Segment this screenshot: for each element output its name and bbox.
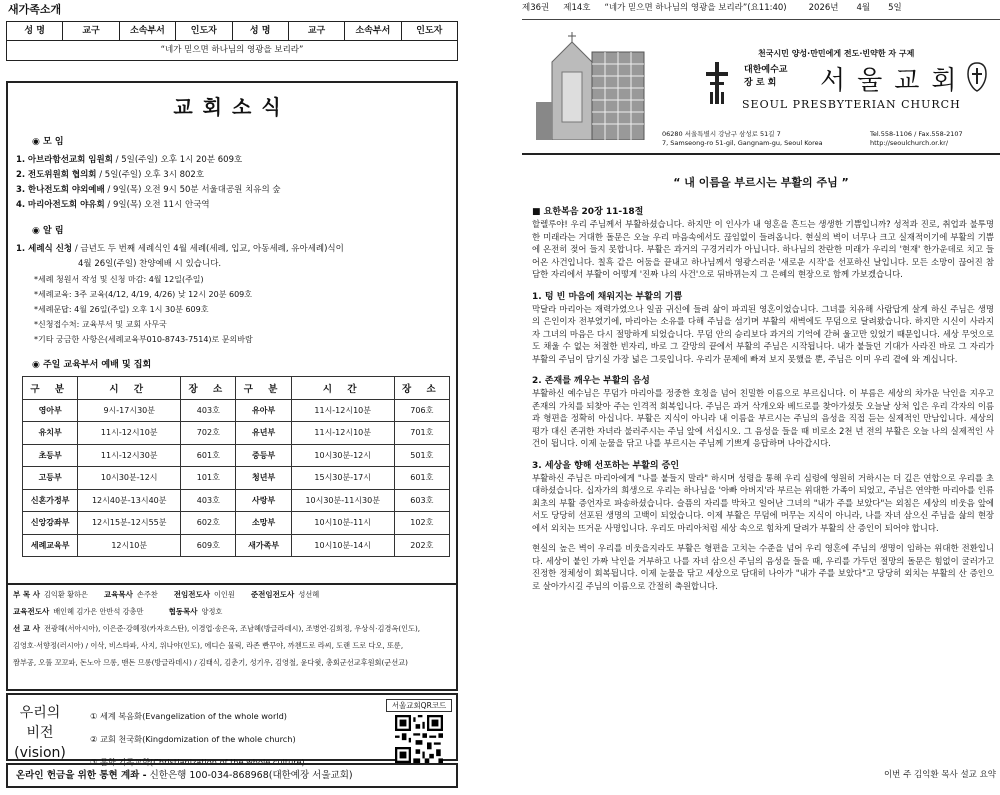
sermon-paragraph: 현실의 높은 벽이 우리를 비웃을지라도 부활은 형편을 고치는 수준을 넘어 우리 영혼에 주님의 생명이 임하는 위대한 전환입니다. 세상이 붙인 가짜 낙인을 거부하고 나를 자녀 삼으신 주님의 음성을 들을 때, 우리를 가두던 절망의 돌문은 힘없이 굴러가고 진정한 정체성이 회복됩니다. 이제 눈물을 닦고 세상으로 담대히 나아가 "내가 주를 보았다"고 당당히 외치는 부활의 산 증인으로 살아가시길 주님의 이름으로 간절히 축원합니다. [532, 543, 994, 591]
dept-cell: 유치부 [23, 422, 78, 445]
time-cell: 10시30분-11시30분 [291, 489, 394, 512]
table-row [23, 467, 450, 490]
dept-cell: 초등부 [23, 444, 78, 467]
sermon-paragraph: 할렐루야! 우리 주님께서 부활하셨습니다. 하지만 이 인사가 내 영혼을 흔드는 생생한 기쁨입니까? 성적과 진로, 취업과 불투명한 미래라는 거대한 돌문은 오늘 우리 마음속에서도 끊임없이 들려옵니다. 현실의 벽이 너무나 크고 실재적이기에 부활의 기쁨에 온전히 젖어 들지 못합니다. 부활은 과거의 구경거리가 아닙니다. 하나님의 찬란한 미래가 우리의 '현재' 한가운데로 치고 들어온 사건입니다. 칠흑 같은 어둠을 끝내고 하나님께서 영광스러운 '새로운 시작'을 선포하신 날입니다. 모든 소망이 끊어진 참담한 자리에서 부활이 어떻게 '진짜 나의 사건'으로 뒤바뀌는지 그 은혜의 현장으로 함께 가보겠습니다. [532, 219, 994, 279]
masthead [522, 19, 1000, 155]
room-cell: 701호 [394, 422, 449, 445]
header-guide: 인도자 [176, 22, 232, 40]
dept-cell: 소망부 [236, 512, 291, 535]
online-offering: 온라인 헌금을 위한 통현 계좌 - 신한은행 100-034-868968(대한예장 서울교회) [6, 763, 458, 788]
right-page [522, 0, 1000, 795]
sermon-title: “ 내 이름을 부르시는 부활의 주님 ” [673, 176, 849, 189]
issue-year: 2026년 [808, 3, 839, 13]
vision-item: ① 세계 복음화(Evangelization of the whole world) [90, 711, 287, 721]
table-header-row [23, 377, 450, 400]
col-header: 장 소 [394, 377, 449, 400]
tagline: 천국시민 양성·만민에게 전도·빈약한 자 구제 [758, 49, 915, 58]
time-cell: 10시30분-12시 [291, 444, 394, 467]
time-cell: 10시30분-12시 [78, 467, 181, 490]
dept-cell: 사랑부 [236, 489, 291, 512]
dept-cell: 새가족부 [236, 534, 291, 557]
notice-note: *신청접수처: 교육부서 및 교회 사무국 [34, 320, 167, 329]
scripture: ■ 요한복음 20장 11-18절 [532, 207, 644, 217]
vision-item: ③ 문화 기독교화(Christianization of the whole culture) [90, 757, 305, 767]
volume: 제36권 [522, 3, 550, 13]
dept-cell: 신앙강좌부 [23, 512, 78, 535]
notice-continued: 4월 26일(주일) 찬양예배 시 있습니다. [78, 259, 222, 269]
room-cell: 702호 [181, 422, 236, 445]
church-name-english: SEOUL PRESBYTERIAN CHURCH [742, 98, 961, 111]
staff-row: 선 교 사 전광해(서아시아), 이은준·강혜정(카자흐스탄), 이경업·송은옥, 조남혜(방글라데시), 조병연·김희정, 우상식·김경옥(인도), [13, 624, 421, 633]
col-header: 장 소 [181, 377, 236, 400]
time-cell: 9시-17시30분 [78, 399, 181, 422]
notice-note: *기타 궁금한 사항은(세례교육부010-8743-7514)로 문의바람 [34, 335, 253, 344]
church-contact: Tel.558-1106 / Fax.558-2107 http://seoulchurch.or.kr/ [870, 130, 963, 147]
sermon-heading: 2. 존재를 깨우는 부활의 음성 [532, 376, 650, 386]
new-family-title: 새가족소개 [8, 3, 62, 16]
new-family-header [7, 22, 457, 41]
time-cell: 11시-12시30분 [78, 444, 181, 467]
staff-box [6, 583, 458, 691]
dept-cell: 유년부 [236, 422, 291, 445]
dept-cell: 고등부 [23, 467, 78, 490]
col-header: 시 간 [78, 377, 181, 400]
room-cell: 603호 [394, 489, 449, 512]
church-seal-icon [966, 62, 988, 92]
time-cell: 11시-12시10분 [291, 422, 394, 445]
header-guide: 인도자 [416, 26, 443, 36]
staff-row: 교육전도사 배인혜 김가은 안반석 강총만 협동목사 양정호 [13, 607, 223, 616]
issue-verse: “네가 믿으면 하나님의 영광을 보리라”(요11:40) [604, 3, 787, 13]
col-header: 시 간 [291, 377, 394, 400]
meeting-heading: ◉ 모 임 [32, 137, 64, 147]
left-page [0, 0, 482, 795]
notice-heading: ◉ 알 림 [32, 226, 64, 236]
school-heading: ◉ 주일 교육부서 예배 및 집회 [32, 360, 152, 370]
header-dept: 소속부서 [120, 22, 176, 40]
meeting-item: 1. 아브라함선교회 임원회 / 5일(주일) 오후 1시 20분 609호 [16, 155, 243, 165]
time-cell: 12시10분 [78, 534, 181, 557]
room-cell: 403호 [181, 399, 236, 422]
notice-note: *세례교육: 3주 교육(4/12, 4/19, 4/26) 낮 12시 20분 609호 [34, 290, 252, 299]
sermon-body [532, 200, 994, 592]
vision-label: 우리의 비전 (vision) [14, 705, 66, 761]
school-schedule-table [22, 376, 450, 557]
room-cell: 102호 [394, 512, 449, 535]
meeting-item: 2. 전도위원회 협의회 / 5일(주일) 오후 3시 802호 [16, 170, 205, 180]
room-cell: 403호 [181, 489, 236, 512]
sermon-heading: 3. 세상을 향해 선포하는 부활의 증인 [532, 460, 680, 471]
col-header: 구 분 [23, 377, 78, 400]
issue-header [522, 1, 1000, 13]
sermon-paragraph: 부활하신 주님은 마리아에게 "나를 붙들지 말라" 하시며 성령을 통해 우리 심령에 영원히 거하시는 더 깊은 연합으로 우리를 초대하셨습니다. 십자가의 희생으로 우리는 하나님을 '아빠 아버지'라 부르는 위대한 가족이 되었고, 주님은 연약한 마리아를 인류 최초의 부활 증언자로 파송하셨습니다. 슬픔의 자리를 박차고 일어난 그녀의 "내가 주를 보았다"는 외침은 세상의 비웃음 앞에서도 당당히 선포된 생명의 고백이 되었습니다. 이제 부활은 무덤에 머무는 지식이 아니라, 나를 자녀 삼으신 주님을 삶의 현장에서 외치는 뜨거운 사명입니다. 우리도 마리아처럼 세상 속으로 힘차게 달려가 부활의 산 증인이 되어야 합니다. [532, 472, 994, 533]
cross-logo-icon [704, 62, 730, 104]
denomination: 대한예수교 장 로 회 [744, 65, 788, 88]
table-row [23, 489, 450, 512]
room-cell: 706호 [394, 399, 449, 422]
church-building-icon [532, 32, 652, 140]
notice-note: *세례 청원서 작성 및 신청 마감: 4월 12일(주일) [34, 275, 204, 284]
website-link[interactable]: http://seoulchurch.or.kr/ [870, 139, 949, 147]
sermon-heading: 1. 텅 빈 마음에 채워지는 부활의 기쁨 [532, 291, 683, 302]
room-cell: 601호 [394, 467, 449, 490]
header-dept: 소속부서 [345, 22, 401, 40]
time-cell: 10시10분-14시 [291, 534, 394, 557]
time-cell: 12시15분-12시55분 [78, 512, 181, 535]
staff-row: 짬부공, 오풀 꼬꼬파, 돈노아 므롱, 맨돈 므롱(방글라데시) / 김태식, 김춘기, 성기우, 김영철, 윤다윗, 총회군선교후원회(군선교) [13, 658, 408, 667]
col-header: 구 분 [236, 377, 291, 400]
motto: “네가 믿으면 하나님의 영광을 보리라” [160, 45, 304, 55]
qr-box [386, 699, 452, 767]
vision-box [6, 693, 458, 767]
table-row [23, 534, 450, 557]
news-title: 교회소식 [173, 95, 291, 119]
header-name: 성 명 [7, 22, 63, 40]
new-family-table [6, 21, 458, 61]
church-name: 서울교회 [820, 66, 969, 96]
sermon-paragraph: 막달라 마리아는 재력가였으나 일곱 귀신에 들려 삶이 파괴된 영혼이었습니다. 그녀를 치유해 사람답게 살게 하신 주님은 생명의 은인이자 전부였기에, 마리아는 소유를 다해 주님을 섬기며 부활의 새벽에도 무덤으로 달려왔습니다. 하지만 시신이 사라지자 그녀의 마음은 다시 절망하게 되었습니다. 무덤 안의 승리보다 과거의 기억에 갇혀 울고만 있었기 때문입니다. 세상 무엇으로도 채울 수 없는 처절한 빈자리, 바로 그 갈망의 끝에서 부활의 주님은 시작됩니다. 내가 붙들던 기대가 사라진 바로 그 자리가 부활의 주님이 담기실 가장 넓은 그릇입니다. 우리가 문제에 빠져 보지 못했을 뿐, 주님은 이미 우리 곁에 와 계십니다. [532, 303, 994, 364]
issue-day: 5일 [888, 3, 902, 13]
staff-row: 김영호·서향정(러시아) / 이삭, 비스타파, 사지, 위나야(인도), 에디슨 물릭, 라존 빤꾸야, 까첸드로 라씨, 도랜 드로 다오, 또룬, [13, 641, 404, 650]
table-row [23, 444, 450, 467]
dept-cell: 신혼가정부 [23, 489, 78, 512]
table-row [23, 512, 450, 535]
church-address: 06280 서울특별시 강남구 삼성로 51길 7 7, Samseong-ro 51-gil, Gangnam-gu, Seoul Korea [662, 130, 823, 147]
time-cell: 11시-12시10분 [78, 422, 181, 445]
staff-row: 부 목 사 김익환 황하은 교육목사 손주찬 전임전도사 이인원 준전임전도사 성선혜 [13, 590, 320, 599]
room-cell: 601호 [181, 444, 236, 467]
issue-month: 4월 [856, 3, 871, 13]
time-cell: 12시40분-13시40분 [78, 489, 181, 512]
church-news-box [6, 81, 458, 585]
dept-cell: 세례교육부 [23, 534, 78, 557]
dept-cell: 영아부 [23, 399, 78, 422]
time-cell: 10시10분-11시 [291, 512, 394, 535]
issue-number: 제14호 [563, 3, 591, 13]
qr-code-icon[interactable] [395, 715, 443, 763]
table-row [23, 422, 450, 445]
dept-cell: 청년부 [236, 467, 291, 490]
notice-note: *세례문답: 4월 26일(주일) 오후 1시 30분 609호 [34, 305, 209, 314]
header-district: 교구 [289, 22, 345, 40]
time-cell: 11시-12시10분 [291, 399, 394, 422]
room-cell: 602호 [181, 512, 236, 535]
table-row [23, 399, 450, 422]
dept-cell: 유아부 [236, 399, 291, 422]
notice-item: 1. 세례식 신청 / 금년도 두 번째 세례식인 4월 세례(세례, 입교, 아동세례, 유아세례)식이 [16, 244, 344, 254]
time-cell: 15시30분-17시 [291, 467, 394, 490]
room-cell: 101호 [181, 467, 236, 490]
room-cell: 501호 [394, 444, 449, 467]
sermon-paragraph: 부활하신 예수님은 무덤가 마리아를 정중한 호칭을 넘어 친밀한 이름으로 부르십니다. 이 부름은 세상의 차가운 낙인을 지우고 존재의 가치를 되찾아 주는 인격적 회복입니다. 주님은 과거 삭개오와 베드로를 찾아가셨듯 오늘날 상처 입은 우리 각자의 이름과 형편을 정확히 아십니다. 부활은 지식이 아니라 내 이름을 부르시는 주님의 음성을 직접 듣는 실제적인 만남입니다. 세상의 평가 대신 존귀한 자녀라 불러주시는 주님 앞에 서십시오. 그 음성을 들을 때 비로소 2천 년 전의 부활은 오늘 나의 실제적인 사건이 됩니다. 이제 눈물을 닦고 나를 부르시는 주님께 기쁘게 응답하며 나아갑시다. [532, 388, 994, 448]
header-name: 성 명 [233, 22, 289, 40]
room-cell: 609호 [181, 534, 236, 557]
dept-cell: 중등부 [236, 444, 291, 467]
header-district: 교구 [63, 22, 119, 40]
vision-item: ② 교회 천국화(Kingdomization of the whole church) [90, 734, 296, 744]
meeting-item: 3. 한나전도회 야외예배 / 9일(목) 오전 9시 50분 서울대공원 치유의 숲 [16, 185, 281, 195]
preacher-note: 이번 주 김익환 목사 설교 요약 [883, 770, 996, 780]
qr-label: 서울교회QR코드 [386, 699, 452, 712]
meeting-item: 4. 마리아전도회 야유회 / 9일(목) 오전 11시 안국역 [16, 200, 210, 210]
room-cell: 202호 [394, 534, 449, 557]
